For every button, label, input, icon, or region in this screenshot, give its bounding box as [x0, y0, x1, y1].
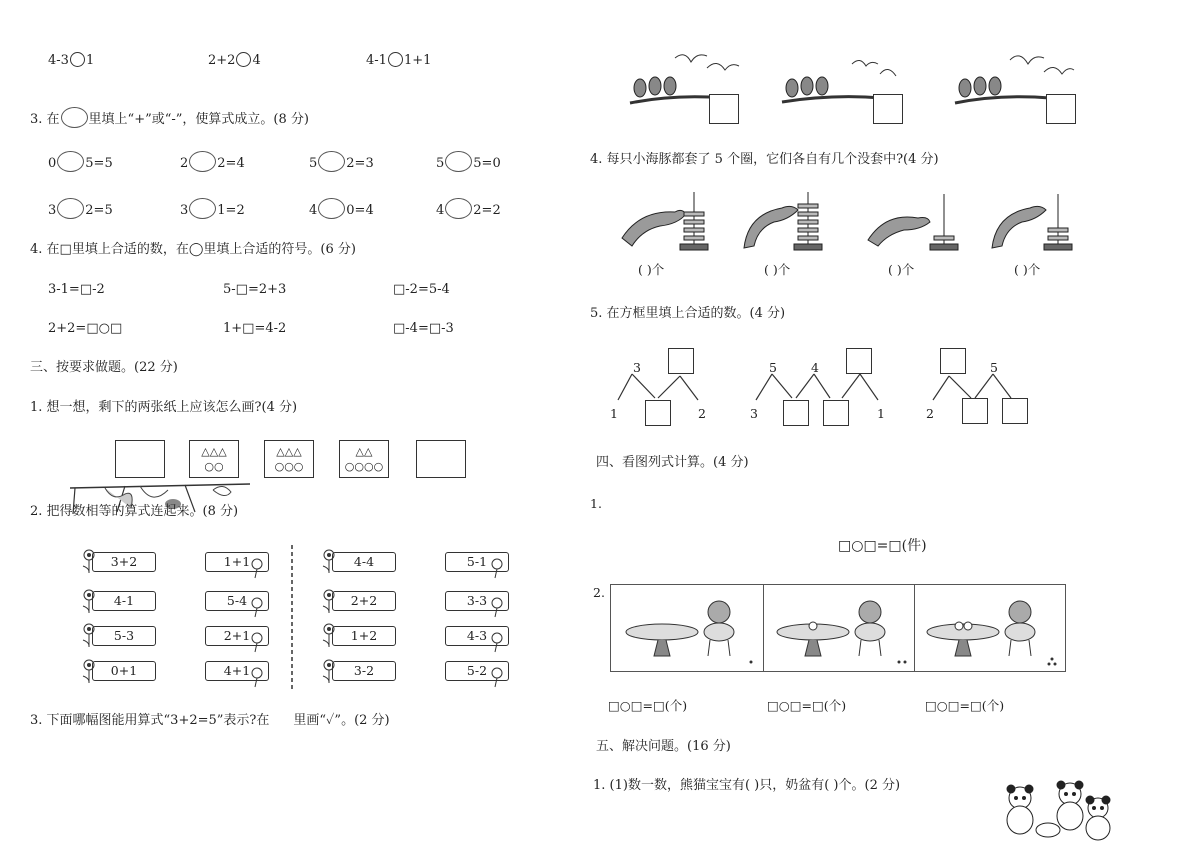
paper-circles: ○○○○: [344, 460, 384, 473]
equation-blank[interactable]: □○□=□(个): [608, 698, 688, 713]
card-0+1[interactable]: 0+1: [92, 661, 156, 681]
row1-b3: 1+1: [403, 53, 432, 68]
flower-icon: [485, 630, 507, 652]
row1-a3: 4-1: [366, 53, 387, 68]
q3-b: 1=2: [217, 203, 245, 218]
card-4-4[interactable]: 4-4: [332, 552, 396, 572]
answer-pill[interactable]: [57, 151, 84, 172]
q3-a: 3: [180, 203, 189, 218]
q3b-pre: 3. 下面哪幅图能用算式“3+2=5”表示?在: [30, 713, 270, 728]
question-4-title: 4. 在□里填上合适的数，在◯里填上合适的符号。(6 分): [30, 242, 356, 257]
q3-post: 里填上“+”或“-”，使算式成立。(8 分): [88, 112, 309, 127]
bond2-right: 1: [877, 406, 885, 421]
answer-pill[interactable]: [318, 151, 345, 172]
q1-title: 1. 想一想，剩下的两张纸上应该怎么画?(4 分): [30, 400, 298, 415]
row1-b2: 4: [252, 53, 261, 68]
answer-pill[interactable]: [318, 198, 345, 219]
bond1-left: 1: [610, 406, 618, 421]
bond2-left: 3: [750, 406, 758, 421]
q3-a: 4: [309, 203, 318, 218]
q4-item[interactable]: 2+2=□○□: [48, 321, 123, 336]
q3-b: 2=4: [217, 156, 245, 171]
q4-item[interactable]: 5-□=2+3: [223, 282, 287, 297]
flower-icon: [485, 595, 507, 617]
q4-item[interactable]: 1+□=4-2: [223, 321, 287, 336]
q5-title: 5. 在方框里填上合适的数。(4 分): [590, 306, 786, 321]
row1-a1: 4-3: [48, 53, 69, 68]
card-5-3[interactable]: 5-3: [92, 626, 156, 646]
bond2-b: 4: [811, 360, 819, 375]
pandas-illustration: [990, 778, 1120, 846]
paper-2: [189, 440, 239, 478]
paper-4: [339, 440, 389, 478]
answer-box[interactable]: [709, 94, 739, 124]
paper-blank-5[interactable]: [416, 440, 466, 478]
paper-blank-1[interactable]: [115, 440, 165, 478]
q3-a: 5: [436, 156, 445, 171]
bond1-top: 3: [633, 360, 641, 375]
q3-a: 3: [48, 203, 57, 218]
answer-pill[interactable]: [445, 151, 472, 172]
item-2-number: 2.: [593, 585, 605, 600]
paper-triangles: △△△: [276, 445, 302, 458]
bond-box[interactable]: [1002, 398, 1028, 424]
bond1-right: 2: [698, 406, 706, 421]
q3b-post: 里画“✓”。(2 分): [293, 713, 390, 728]
paper-triangles: △△△: [201, 445, 227, 458]
answer-circle[interactable]: [236, 52, 251, 67]
row1-a2: 2+2: [208, 53, 236, 68]
card-3-3[interactable]: 3-3: [445, 591, 509, 611]
bond2-a: 5: [769, 360, 777, 375]
bond3-b: 5: [990, 360, 998, 375]
dolphin-question-title: 4. 每只小海豚都套了 5 个圈，它们各自有几个没套中?(4 分): [590, 152, 939, 167]
card-3+2[interactable]: 3+2: [92, 552, 156, 572]
q5-1-text: 1. (1)数一数，熊猫宝宝有( )只，奶盆有( )个。(2 分): [593, 778, 901, 793]
answer-pill[interactable]: [189, 198, 216, 219]
paper-circles: ○○○: [274, 460, 304, 473]
bond-box[interactable]: [940, 348, 966, 374]
card-1+1[interactable]: 1+1: [205, 552, 269, 572]
answer-pill[interactable]: [57, 198, 84, 219]
flower-icon: [485, 556, 507, 578]
q4-item[interactable]: 3-1=□-2: [48, 282, 105, 297]
q3-a: 4: [436, 203, 445, 218]
q3-a: 2: [180, 156, 189, 171]
card-5-4[interactable]: 5-4: [205, 591, 269, 611]
card-4+1[interactable]: 4+1: [205, 661, 269, 681]
card-4-3[interactable]: 4-3: [445, 626, 509, 646]
answer-pill[interactable]: [445, 198, 472, 219]
flower-icon: [245, 595, 267, 617]
q3-b: 0=4: [346, 203, 374, 218]
dolphin-ringtoss-4: [990, 190, 1080, 255]
q3-b: 2=2: [473, 203, 501, 218]
bond-box[interactable]: [645, 400, 671, 426]
monkey-plate-3: [915, 588, 1063, 668]
equation-blank[interactable]: □○□=□(个): [925, 698, 1005, 713]
q4-item[interactable]: □-4=□-3: [393, 321, 454, 336]
q4-item[interactable]: □-2=5-4: [393, 282, 450, 297]
section-3-title: 三、按要求做题。(22 分): [30, 360, 178, 375]
flower-icon: [245, 665, 267, 687]
q3-a: 0: [48, 156, 57, 171]
answer-box[interactable]: [873, 94, 903, 124]
section-4-title: 四、看图列式计算。(4 分): [596, 455, 749, 470]
flower-icon: [485, 665, 507, 687]
bond-box[interactable]: [962, 398, 988, 424]
card-3-2[interactable]: 3-2: [332, 661, 396, 681]
q3-a: 5: [309, 156, 318, 171]
answer-box[interactable]: [1046, 94, 1076, 124]
dolphin-answer[interactable]: ( )个: [1014, 262, 1041, 277]
dolphin-ringtoss-2: [742, 190, 832, 255]
question-3-title: [30, 107, 309, 128]
section-5-title: 五、解决问题。(16 分): [596, 739, 731, 754]
dolphin-ringtoss-3: [866, 190, 956, 255]
q2-title: 2. 把得数相等的算式连起来。(8 分): [30, 504, 239, 519]
paper-circles: ○○: [204, 460, 224, 473]
card-5-1[interactable]: 5-1: [445, 552, 509, 572]
paper-3: [264, 440, 314, 478]
bond-box[interactable]: [846, 348, 872, 374]
bond3-left: 2: [926, 406, 934, 421]
dolphin-answer[interactable]: ( )个: [764, 262, 791, 277]
flower-icon: [245, 630, 267, 652]
card-2+1[interactable]: 2+1: [205, 626, 269, 646]
answer-circle[interactable]: [70, 52, 85, 67]
card-2+2[interactable]: 2+2: [332, 591, 396, 611]
bond-box[interactable]: [668, 348, 694, 374]
equation-blank[interactable]: □○□=□(个): [767, 698, 847, 713]
q3-pre: 3. 在: [30, 112, 60, 127]
card-4-1[interactable]: 4-1: [92, 591, 156, 611]
pill-shape: [61, 107, 88, 128]
q3-b: 5=5: [85, 156, 113, 171]
answer-pill[interactable]: [189, 151, 216, 172]
q3-b: 2=5: [85, 203, 113, 218]
bond-box[interactable]: [823, 400, 849, 426]
dolphin-answer[interactable]: ( )个: [888, 262, 915, 277]
q3-b: 2=3: [346, 156, 374, 171]
card-1+2[interactable]: 1+2: [332, 626, 396, 646]
q3b-title: [30, 713, 390, 729]
dolphin-ringtoss-1: [620, 190, 710, 255]
flower-icon: [245, 556, 267, 578]
item-1-equation[interactable]: □○□=□(件): [838, 538, 927, 554]
monkey-plate-2: [765, 588, 913, 668]
bond-box[interactable]: [783, 400, 809, 426]
row1-b1: 1: [85, 53, 95, 68]
q3-b: 5=0: [473, 156, 501, 171]
dolphin-answer[interactable]: ( )个: [638, 262, 665, 277]
monkey-plate-1: [614, 588, 762, 668]
card-5-2[interactable]: 5-2: [445, 661, 509, 681]
dashed-divider: [290, 545, 294, 690]
item-1-number: 1.: [590, 496, 602, 511]
paper-triangles: △△: [355, 445, 373, 458]
answer-circle[interactable]: [388, 52, 403, 67]
